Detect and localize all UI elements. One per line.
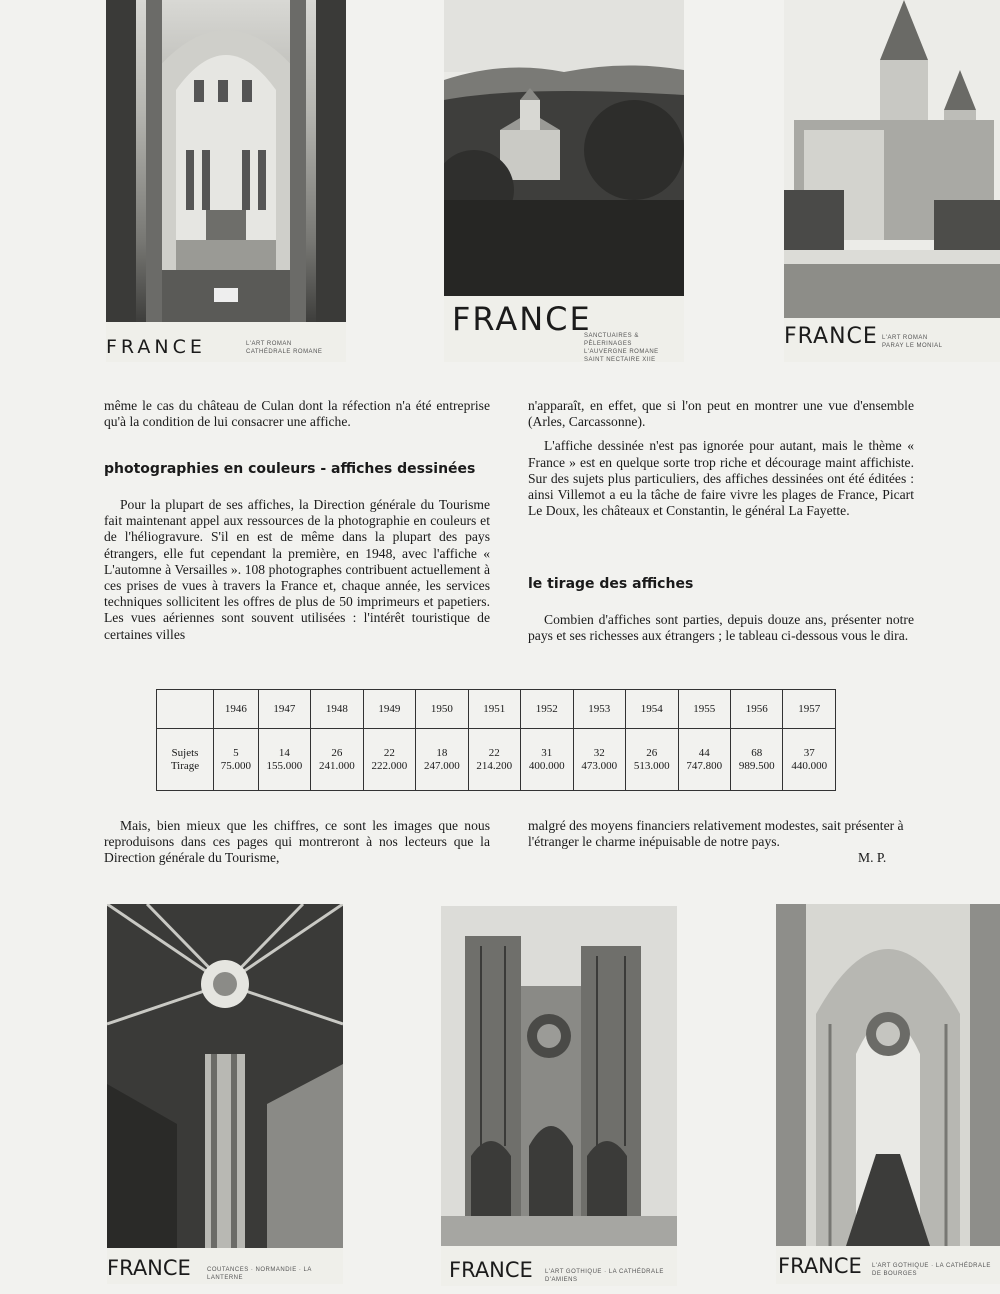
table-header-row [157,690,836,729]
value-cell [626,729,678,791]
value-cell [311,729,363,791]
poster-subtitle-line: PARAY LE MONIAL [882,343,943,349]
sujets-value: 31 [541,746,553,759]
poster-brand: FRANCE [784,324,878,349]
year-cell: 1948 [311,690,363,729]
tirage-value: 473.000 [581,759,618,772]
year-cell: 1957 [783,690,836,729]
poster-brand: FRANCE [452,300,592,338]
poster-photo [784,0,1000,318]
sujets-value: 22 [383,746,395,759]
poster-brand: FRANCE [449,1258,533,1282]
romanesque-nave-illustration [106,0,346,322]
row-label-tirage: Tirage [170,759,200,772]
poster-photo [106,0,346,322]
poster-top-2 [444,0,684,362]
tirage-value: 989.500 [738,759,775,772]
value-cell [363,729,415,791]
tirage-value: 75.000 [220,759,251,772]
year-cell: 1947 [258,690,310,729]
year-cell: 1953 [573,690,625,729]
value-cell [214,729,259,791]
poster-photo [441,906,677,1246]
poster-brand: FRANCE [106,336,206,358]
poster-bottom-1 [107,904,343,1284]
auvergne-church-illustration [444,0,684,296]
paragraph: Mais, bien mieux que les chiffres, ce sont les images que nous reproduisons dans ces pages qui montreront à nos lecteurs que la Direction générale du Tourisme, [104,818,490,866]
poster-subtitle-line: SAINT NECTAIRE XIIE [584,357,656,362]
value-cell [783,729,836,791]
left-column-top [104,398,490,430]
year-cell: 1956 [730,690,782,729]
tirage-value: 247.000 [423,759,460,772]
sujets-value: 32 [593,746,605,759]
sujets-value: 22 [488,746,500,759]
poster-subtitle-line: COUTANCES · NORMANDIE · LA LANTERNE [207,1267,312,1281]
poster-subtitle-line: L'AUVERGNE ROMANE [584,349,659,355]
poster-subtitle-line: CATHÉDRALE ROMANE [246,349,323,355]
tirage-value: 400.000 [528,759,565,772]
sujets-value: 5 [233,746,239,759]
year-cell: 1952 [521,690,573,729]
year-cell: 1954 [626,690,678,729]
right-column-top [528,398,914,519]
poster-subtitle-line: L'ART ROMAN [246,341,292,347]
poster-subtitle-line: SANCTUAIRES & PÈLERINAGES [584,333,639,347]
tirage-value: 222.000 [371,759,408,772]
year-cell: 1949 [363,690,415,729]
sujets-value: 44 [698,746,710,759]
paragraph: Pour la plupart de ses affiches, la Direction générale du Tourisme fait maintenant appel aux ressources de la photographie en couleurs et de l'héliogravure. S'il en est de même dans la plupart des pays étrangers, elle fut cependant la première, en 1948, avec l'affiche « L'automne à Versailles ». 108 photographes contribuent actuellement à ces prises de vues à travers la France et, chaque année, les services techniques sollicitent les offres de plus de 50 imprimeurs et papetiers. Les vues aériennes sont souvent utilisées : l'intérêt touristique de certaines villes [104,497,490,642]
table-row [157,729,836,791]
poster-bottom-3 [776,904,1000,1284]
poster-subtitle [545,1268,677,1284]
paragraph: n'apparaît, en effet, que si l'on peut en montrer une vue d'ensemble (Arles, Carcassonne). [528,398,914,430]
paray-le-monial-illustration [784,0,1000,318]
tirage-value: 241.000 [318,759,355,772]
poster-photo [444,0,684,296]
sujets-value: 14 [278,746,290,759]
year-cell: 1951 [468,690,520,729]
value-cell [468,729,520,791]
bottom-left-text [104,818,490,867]
tirage-value: 440.000 [791,759,828,772]
poster-photo [776,904,1000,1246]
paragraph: Combien d'affiches sont parties, depuis douze ans, présenter notre pays et ses richesses aux étrangers ; le tableau ci-dessous vous le dira. [528,612,914,644]
table-corner-cell [157,690,214,729]
poster-brand: FRANCE [107,1256,191,1280]
author-signature: M. P. [858,850,887,865]
poster-photo [107,904,343,1248]
gothic-nave-illustration [776,904,1000,1246]
poster-subtitle [882,334,943,350]
year-cell: 1946 [214,690,259,729]
row-label-sujets: Sujets [171,746,199,759]
tirage-value: 155.000 [266,759,303,772]
paragraph: malgré des moyens financiers relativement modestes, sait présenter à l'étranger le charme inépuisable de notre pays. [528,818,904,850]
poster-subtitle-line: L'ART GOTHIQUE · LA CATHÉDRALE D'AMIENS [545,1269,664,1283]
poster-subtitle-line: L'ART GOTHIQUE · LA CATHÉDRALE DE BOURGES [872,1263,991,1277]
value-cell [521,729,573,791]
value-cell [573,729,625,791]
poster-bottom-2 [441,906,677,1286]
section-heading-tirage: le tirage des affiches [528,576,694,592]
sujets-value: 26 [331,746,343,759]
section-heading-photos: photographies en couleurs - affiches dessinées [104,461,476,477]
bottom-right-text [528,818,914,850]
year-cell: 1950 [416,690,468,729]
value-cell [258,729,310,791]
tirage-value: 747.800 [686,759,723,772]
sujets-value: 18 [436,746,448,759]
amiens-facade-illustration [441,906,677,1246]
paragraph: L'affiche dessinée n'est pas ignorée pour autant, mais le thème « France » est en quelque sorte trop riche et décourage maint affichiste. Sur des sujets plus particuliers, des affiches dessinées ont été éditées : ainsi Villemot a eu la tâche de faire vivre les plages de France, Picart Le Doux, les châteaux et Constantin, le général La Fayette. [528,438,914,519]
paragraph: même le cas du château de Culan dont la réfection n'a été entreprise qu'à la condition de lui consacrer une affiche. [104,398,490,430]
sujets-value: 68 [751,746,763,759]
left-column-body [104,497,490,643]
statistics-table [156,689,836,791]
year-cell: 1955 [678,690,730,729]
right-column-tirage [528,612,914,644]
poster-subtitle [246,340,322,356]
value-cell [416,729,468,791]
sujets-value: 37 [803,746,815,759]
value-cell [730,729,782,791]
poster-subtitle [872,1262,1000,1278]
poster-top-3 [784,0,1000,362]
poster-subtitle [207,1266,343,1282]
poster-subtitle [584,332,684,362]
value-cell [678,729,730,791]
poster-top-1 [106,0,346,362]
poster-subtitle-line: L'ART ROMAN [882,335,928,341]
tirage-value: 214.200 [476,759,513,772]
sujets-value: 26 [646,746,658,759]
tirage-value: 513.000 [633,759,670,772]
poster-brand: FRANCE [778,1254,862,1278]
row-label-cell [157,729,214,791]
gothic-vault-illustration [107,904,343,1248]
